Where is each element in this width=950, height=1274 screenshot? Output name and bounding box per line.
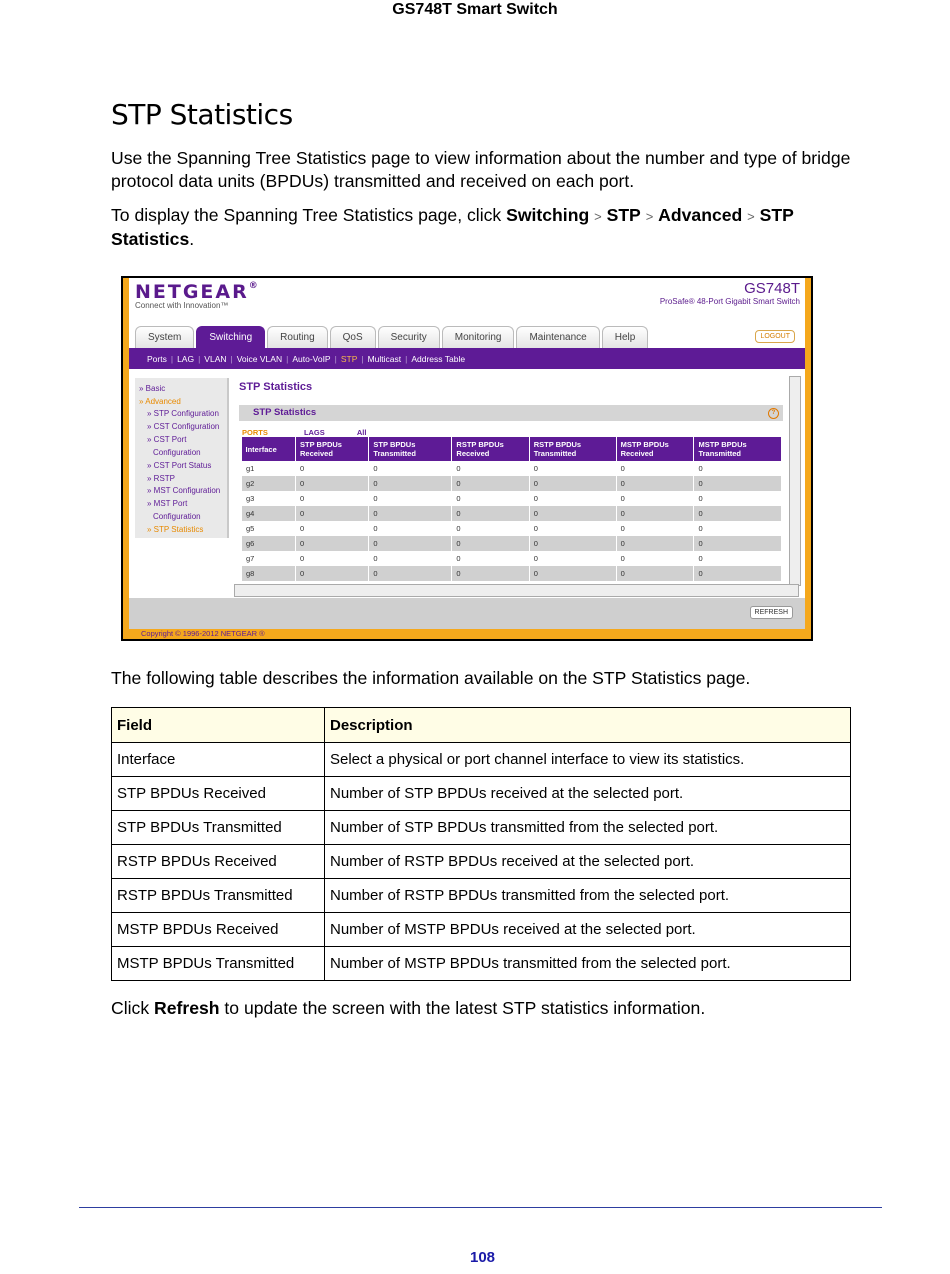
- field-cell: MSTP BPDUs Received: [112, 913, 325, 947]
- sidebar-item-cst-configuration[interactable]: » CST Configuration: [147, 422, 220, 431]
- count-cell: 0: [694, 461, 781, 476]
- nav-step-advanced: Advanced: [658, 205, 743, 225]
- count-cell: 0: [296, 521, 369, 536]
- count-cell: 0: [296, 551, 369, 566]
- tab-maintenance[interactable]: Maintenance: [516, 326, 599, 348]
- column-header: MSTP BPDUs Received: [616, 437, 694, 461]
- count-cell: 0: [369, 551, 452, 566]
- sidebar: [135, 378, 229, 538]
- subnav-voice-vlan[interactable]: Voice VLAN: [236, 353, 283, 364]
- field-cell: RSTP BPDUs Transmitted: [112, 879, 325, 913]
- logout-button[interactable]: LOGOUT: [755, 330, 795, 343]
- count-cell: 0: [452, 461, 529, 476]
- sidebar-item-stp-statistics[interactable]: » STP Statistics: [147, 525, 204, 534]
- description-cell: Number of STP BPDUs received at the selected port.: [325, 777, 851, 811]
- count-cell: 0: [616, 551, 694, 566]
- main-tabs: [135, 326, 648, 348]
- table-row: [112, 913, 851, 947]
- column-header: MSTP BPDUs Transmitted: [694, 437, 781, 461]
- count-cell: 0: [616, 566, 694, 581]
- interface-cell: g6: [242, 536, 296, 551]
- stp-table-row: [242, 461, 782, 476]
- count-cell: 0: [694, 551, 781, 566]
- footer-rule: [79, 1207, 882, 1208]
- description-cell: Select a physical or port channel interface to view its statistics.: [325, 743, 851, 777]
- stp-table-row: [242, 566, 782, 581]
- copyright: Copyright © 1996-2012 NETGEAR ®: [141, 629, 265, 638]
- refresh-paragraph: [111, 997, 856, 1020]
- count-cell: 0: [296, 461, 369, 476]
- nav-step-switching: Switching: [506, 205, 590, 225]
- count-cell: 0: [369, 536, 452, 551]
- tab-help[interactable]: Help: [602, 326, 649, 348]
- count-cell: 0: [296, 536, 369, 551]
- sidebar-item-cst-port-status[interactable]: » CST Port Status: [147, 461, 212, 470]
- content-title: STP Statistics: [239, 381, 313, 393]
- interface-cell: g5: [242, 521, 296, 536]
- description-cell: Number of STP BPDUs transmitted from the selected port.: [325, 811, 851, 845]
- help-icon[interactable]: ?: [768, 408, 779, 419]
- nav-sep: >: [747, 209, 755, 224]
- table-row: [112, 879, 851, 913]
- column-header: Interface: [242, 437, 296, 461]
- description-cell: Number of RSTP BPDUs received at the selected port.: [325, 845, 851, 879]
- count-cell: 0: [452, 491, 529, 506]
- field-cell: STP BPDUs Received: [112, 777, 325, 811]
- sidebar-item-rstp[interactable]: » RSTP: [147, 474, 176, 483]
- model-description: ProSafe® 48-Port Gigabit Smart Switch: [659, 297, 800, 306]
- filter-ports[interactable]: PORTS: [242, 428, 268, 437]
- filter-all[interactable]: All: [356, 428, 367, 437]
- sidebar-item-advanced[interactable]: » Advanced: [139, 397, 181, 406]
- stp-table-row: [242, 476, 782, 491]
- field-description-table: [111, 707, 851, 981]
- description-cell: Number of MSTP BPDUs received at the selected port.: [325, 913, 851, 947]
- interface-cell: g4: [242, 506, 296, 521]
- subnav-ports[interactable]: Ports: [147, 353, 167, 364]
- count-cell: 0: [694, 491, 781, 506]
- stp-table-row: [242, 506, 782, 521]
- field-cell: MSTP BPDUs Transmitted: [112, 947, 325, 981]
- tab-security[interactable]: Security: [378, 326, 440, 348]
- table-header-row: [112, 708, 851, 743]
- sidebar-item-basic[interactable]: » Basic: [139, 384, 166, 393]
- column-header: STP BPDUs Received: [296, 437, 369, 461]
- nav-step-stp-statistics: STP Statistics: [111, 205, 794, 249]
- count-cell: 0: [452, 566, 529, 581]
- port-filter: [242, 428, 366, 437]
- count-cell: 0: [616, 491, 694, 506]
- table-row: [112, 845, 851, 879]
- sidebar-item-mst-port[interactable]: » MST Port: [147, 499, 188, 508]
- panel-title: STP Statistics: [253, 407, 317, 418]
- count-cell: 0: [616, 461, 694, 476]
- subnav-address-table[interactable]: Address Table: [411, 353, 466, 364]
- subnav-lag[interactable]: LAG: [177, 353, 195, 364]
- count-cell: 0: [616, 521, 694, 536]
- stp-table-row: [242, 491, 782, 506]
- intro-paragraph: Use the Spanning Tree Statistics page to view information about the number and type of bridge protocol data units (BPDUs) transmitted and received on each port.: [111, 148, 851, 191]
- navigation-paragraph: [111, 204, 856, 251]
- horizontal-scrollbar[interactable]: [234, 584, 799, 597]
- tab-system[interactable]: System: [135, 326, 194, 348]
- count-cell: 0: [369, 521, 452, 536]
- column-header: RSTP BPDUs Received: [452, 437, 529, 461]
- running-header: GS748T Smart Switch: [392, 1, 558, 18]
- tab-qos[interactable]: QoS: [330, 326, 376, 348]
- sidebar-item-mst-configuration[interactable]: » MST Configuration: [147, 486, 221, 495]
- table-row: [112, 947, 851, 981]
- interface-cell: g2: [242, 476, 296, 491]
- description-cell: Number of MSTP BPDUs transmitted from the selected port.: [325, 947, 851, 981]
- stp-table-row: [242, 551, 782, 566]
- column-header: RSTP BPDUs Transmitted: [529, 437, 616, 461]
- subnav-multicast[interactable]: Multicast: [367, 353, 402, 364]
- stp-table-header: [242, 437, 782, 461]
- count-cell: 0: [694, 521, 781, 536]
- count-cell: 0: [369, 461, 452, 476]
- nav-sep: >: [645, 209, 654, 224]
- description-cell: Number of RSTP BPDUs transmitted from the selected port.: [325, 879, 851, 913]
- refresh-word: Refresh: [154, 998, 220, 1018]
- count-cell: 0: [369, 506, 452, 521]
- count-cell: 0: [694, 476, 781, 491]
- screenshot-window: [129, 278, 805, 638]
- sidebar-item-stp-configuration[interactable]: » STP Configuration: [147, 409, 219, 418]
- count-cell: 0: [694, 506, 781, 521]
- refresh-prefix: Click: [111, 998, 155, 1018]
- table-row: [112, 743, 851, 777]
- count-cell: 0: [452, 536, 529, 551]
- count-cell: 0: [529, 536, 616, 551]
- count-cell: 0: [452, 521, 529, 536]
- section-title: STP Statistics: [111, 98, 293, 131]
- nav-prefix: To display the Spanning Tree Statistics page, click: [111, 205, 507, 225]
- table-intro: The following table describes the information available on the STP Statistics page.: [111, 668, 751, 688]
- count-cell: 0: [452, 476, 529, 491]
- field-cell: Interface: [112, 743, 325, 777]
- count-cell: 0: [694, 536, 781, 551]
- count-cell: 0: [529, 566, 616, 581]
- refresh-suffix: to update the screen with the latest STP statistics information.: [219, 998, 706, 1018]
- interface-cell: g7: [242, 551, 296, 566]
- count-cell: 0: [296, 491, 369, 506]
- count-cell: 0: [616, 536, 694, 551]
- netgear-logo: NETGEAR®: [135, 281, 260, 303]
- count-cell: 0: [296, 566, 369, 581]
- count-cell: 0: [452, 506, 529, 521]
- page-number: 108: [469, 1249, 496, 1266]
- interface-cell: g8: [242, 566, 296, 581]
- tab-monitoring[interactable]: Monitoring: [442, 326, 515, 348]
- interface-cell: g1: [242, 461, 296, 476]
- nav-sep: >: [594, 209, 602, 224]
- stp-statistics-table: [241, 437, 781, 581]
- interface-cell: g3: [242, 491, 296, 506]
- column-header: STP BPDUs Transmitted: [369, 437, 452, 461]
- count-cell: 0: [694, 566, 781, 581]
- sub-navigation: Ports | LAG | VLAN | Voice VLAN | Auto-VoIP | STP | Multicast | Address Table: [129, 348, 805, 369]
- model-name: GS748T: [744, 280, 800, 297]
- count-cell: 0: [296, 506, 369, 521]
- count-cell: 0: [529, 476, 616, 491]
- netgear-tagline: Connect with Innovation™: [135, 301, 229, 310]
- count-cell: 0: [452, 551, 529, 566]
- count-cell: 0: [529, 461, 616, 476]
- header-description: Description: [325, 708, 851, 743]
- refresh-button[interactable]: REFRESH: [750, 606, 793, 619]
- subnav-vlan[interactable]: VLAN: [204, 353, 227, 364]
- count-cell: 0: [529, 491, 616, 506]
- sidebar-item-mst-port-cont[interactable]: Configuration: [153, 512, 201, 521]
- header-field: Field: [112, 708, 325, 743]
- vertical-scrollbar[interactable]: [789, 376, 801, 586]
- count-cell: 0: [296, 476, 369, 491]
- count-cell: 0: [616, 506, 694, 521]
- count-cell: 0: [529, 551, 616, 566]
- count-cell: 0: [369, 566, 452, 581]
- stp-table-row: [242, 536, 782, 551]
- button-bar: [129, 598, 805, 629]
- field-cell: RSTP BPDUs Received: [112, 845, 325, 879]
- table-row: [112, 811, 851, 845]
- stp-table-row: [242, 521, 782, 536]
- table-row: [112, 777, 851, 811]
- tab-switching[interactable]: Switching: [196, 326, 265, 350]
- sidebar-item-cst-port-cont[interactable]: Configuration: [153, 448, 201, 457]
- nav-suffix: .: [189, 229, 195, 249]
- field-cell: STP BPDUs Transmitted: [112, 811, 325, 845]
- count-cell: 0: [529, 521, 616, 536]
- subnav-stp[interactable]: STP: [340, 353, 358, 364]
- count-cell: 0: [369, 491, 452, 506]
- count-cell: 0: [369, 476, 452, 491]
- filter-lags[interactable]: LAGS: [303, 428, 325, 437]
- count-cell: 0: [529, 506, 616, 521]
- tab-routing[interactable]: Routing: [267, 326, 327, 348]
- subnav-auto-voip[interactable]: Auto-VoIP: [292, 353, 331, 364]
- panel-header: [239, 405, 783, 421]
- ui-screenshot: [121, 276, 813, 641]
- sidebar-item-cst-port[interactable]: » CST Port: [147, 435, 187, 444]
- nav-step-stp: STP: [606, 205, 641, 225]
- count-cell: 0: [616, 476, 694, 491]
